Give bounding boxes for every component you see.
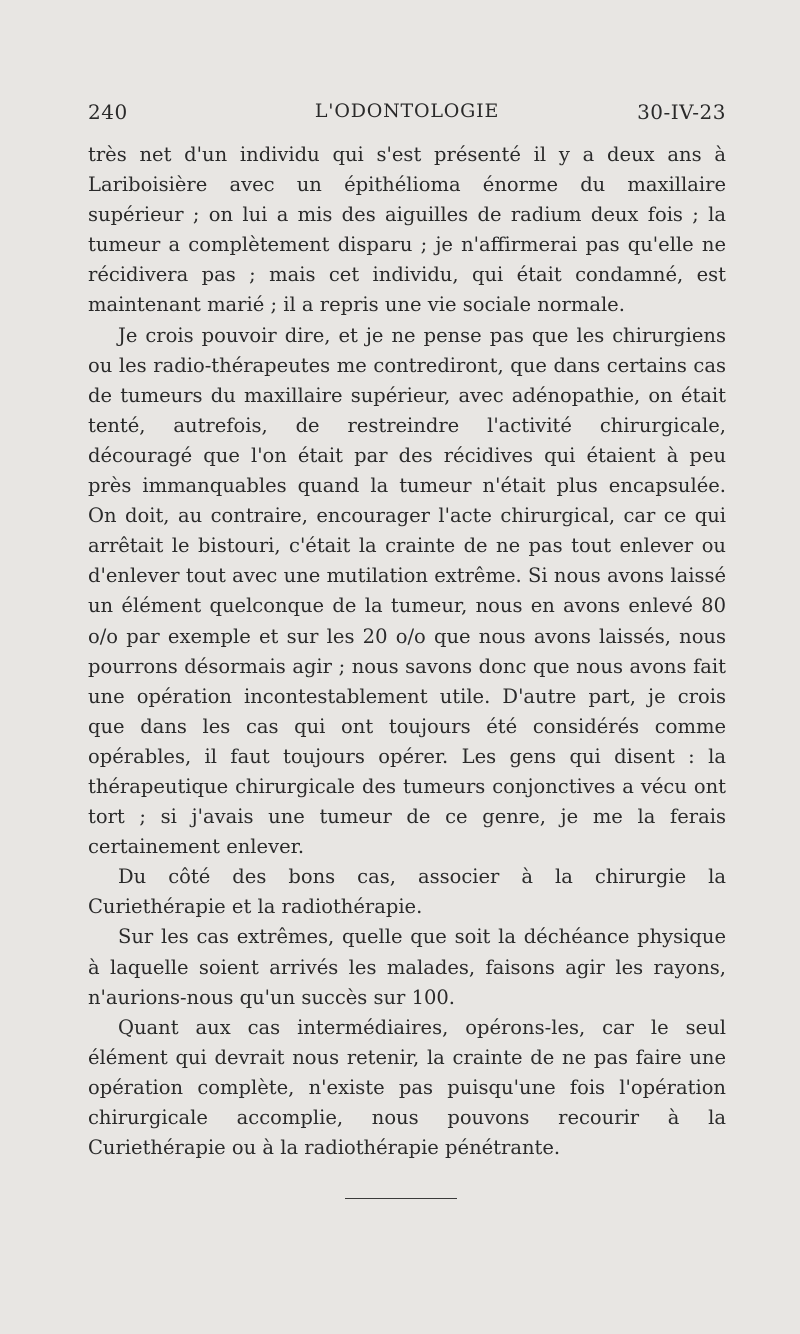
page-number: 240 [88,100,128,124]
paragraph: Quant aux cas intermédiaires, opérons-les, car le seul élément qui devrait nous retenir, la crainte de ne pas faire une opération complète, n'existe pas puisqu'une fois l'opération chirurgicale accomplie, nous pouvons recourir à la Curiethérapie ou à la radiothérapie pénétrante. [88,1015,726,1160]
journal-title: L'ODONTOLOGIE [314,100,500,122]
paragraph: Sur les cas extrêmes, quelle que soit la déchéance physique à laquelle soient arrivés les malades, faisons agir les rayons, n'aurions-nous qu'un succès sur 100. [88,925,726,1009]
paragraph: Je crois pouvoir dire, et je ne pense pas que les chirurgiens ou les radio-thérapeutes me contrediront, que dans certains cas de tumeurs du maxillaire supérieur, avec adénopathie, on était tenté, autrefois, de restreindre l'activité chirurgicale, découragé que l'on était par des récidives qui étaient à peu près immanquables quand la tumeur n'était plus encapsulée. On doit, au contraire, encourager l'acte chirurgical, car ce qui arrêtait le bistouri, c'était la crainte de ne pas tout enlever ou d'enlever tout avec une mutilation extrême. Si nous avons laissé un élément quelconque de la tumeur, nous en avons enlevé 80 o/o par exemple et sur les 20 o/o que nous avons laissés, nous pourrons désormais agir ; nous savons donc que nous avons fait une opération incontestablement utile. D'autre part, je crois que dans les cas qui ont toujours été considérés comme opérables, il faut toujours opérer. Les gens qui disent : la thérapeutique chirurgicale des tumeurs conjonctives a vécu ont tort ; si j'avais une tumeur de ce genre, je me la ferais certainement enlever. [88,323,726,859]
paragraph-continuation: très net d'un individu qui s'est présenté il y a deux ans à Lariboisière avec un épithélioma énorme du maxillaire supérieur ; on lui a mis des aiguilles de radium deux fois ; la tumeur a complètement disparu ; je n'affirmerai pas qu'elle ne récidivera pas ; mais cet individu, qui était condamné, est maintenant marié ; il a repris une vie sociale normale. [88,143,726,317]
body-text [88,140,726,1163]
closing-rule [345,1198,457,1199]
issue-date: 30-IV-23 [637,100,726,124]
paragraph: Du côté des bons cas, associer à la chirurgie la Curiethérapie et la radiothérapie. [88,865,726,919]
running-header [88,100,726,130]
